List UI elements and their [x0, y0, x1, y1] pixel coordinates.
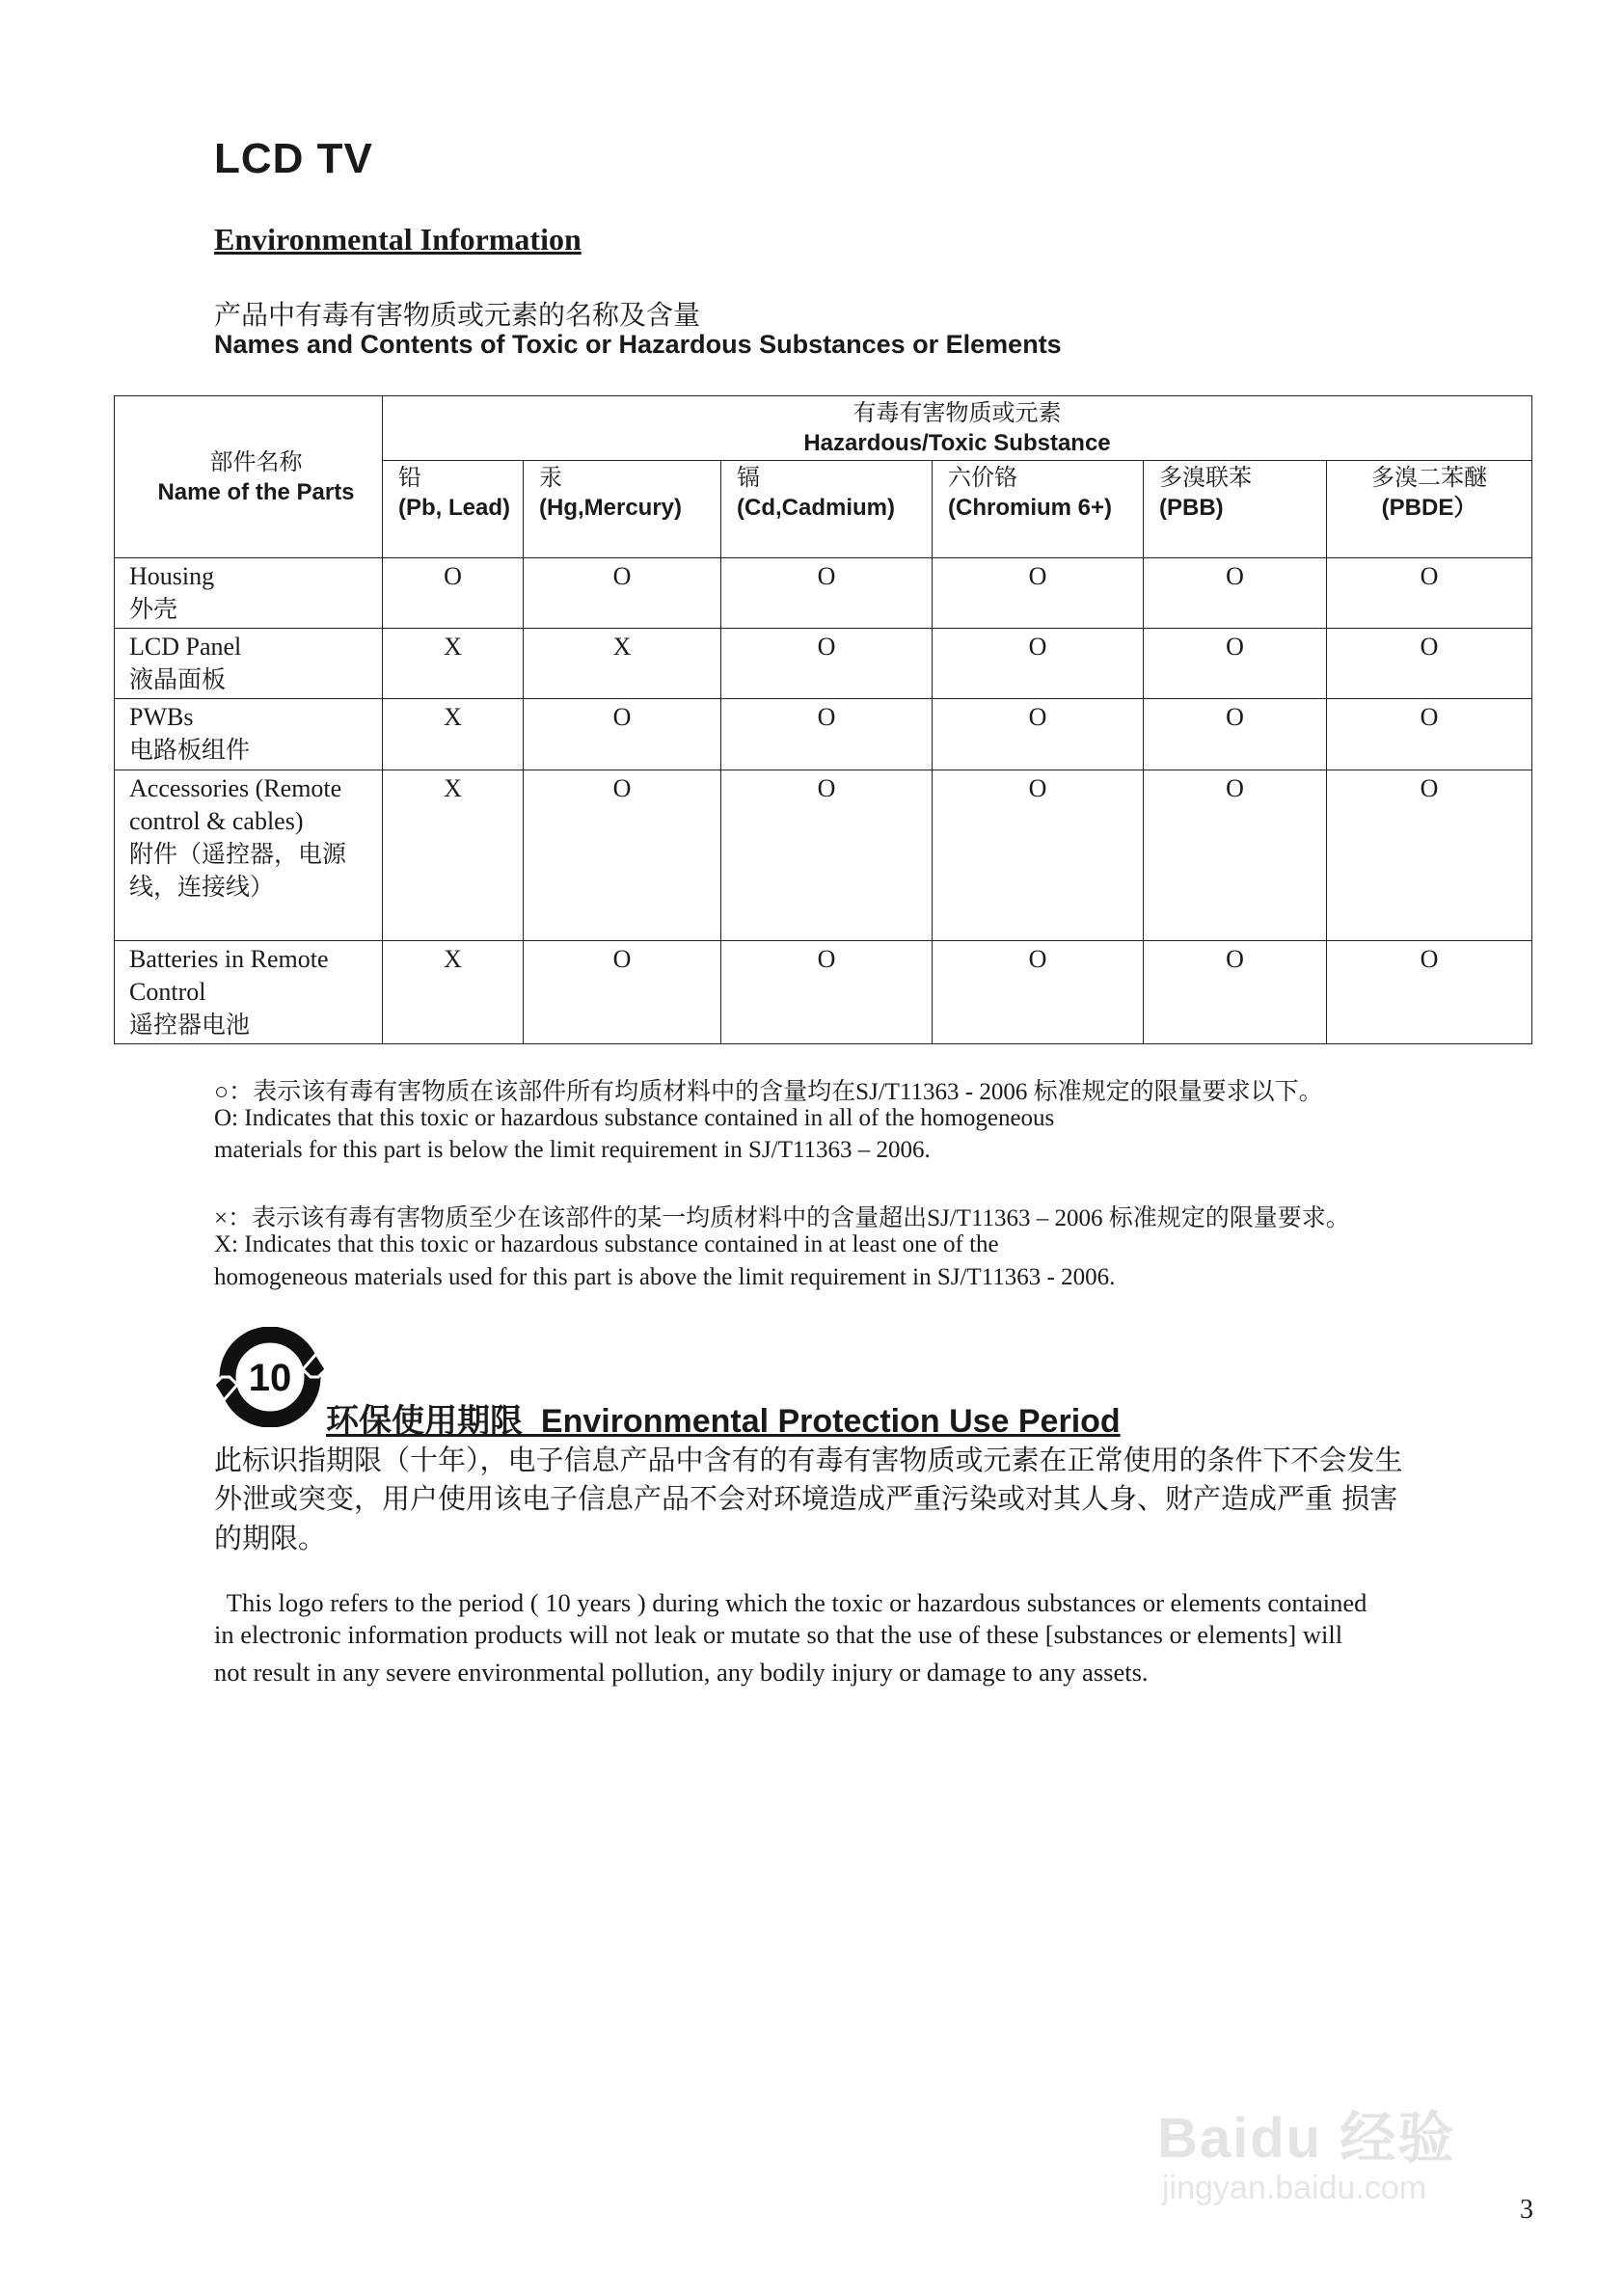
epup-en-line: in electronic information products will not leak or mutate so that the use of these [substances or elements] will: [214, 1620, 1343, 1649]
part-name-zh: 电路板组件: [129, 736, 251, 764]
substance-value-cell: X: [383, 699, 524, 770]
parts-header-zh: 部件名称: [209, 448, 303, 475]
substance-value-cell: O: [383, 558, 524, 629]
column-zh: 多溴联苯: [1159, 465, 1252, 491]
group-header-zh: 有毒有害物质或元素: [853, 400, 1062, 426]
part-name-en: Housing: [129, 562, 215, 590]
part-name-cell: [115, 941, 383, 1044]
epup-heading: 环保使用期限 Environmental Protection Use Period: [326, 1403, 1121, 1440]
column-zh: 铅: [398, 465, 421, 491]
baidu-watermark-url: jingyan.baidu.com: [1162, 2170, 1427, 2206]
substance-value-cell: O: [524, 770, 721, 941]
substance-value-cell: O: [721, 770, 933, 941]
table-row: [115, 770, 1532, 941]
epup-zh-line: 此标识指期限（十年），电子信息产品中含有的有毒有害物质或元素在正常使用的条件下不会发生: [214, 1444, 1403, 1476]
table-row: [115, 558, 1532, 629]
parts-header: [115, 396, 383, 558]
part-name-zh: 遥控器电池: [129, 1011, 251, 1039]
subtitle-zh: 产品中有毒有害物质或元素的名称及含量: [214, 301, 701, 331]
substance-value-cell: O: [721, 558, 933, 629]
baidu-watermark: Baidu 经验: [1157, 2107, 1456, 2170]
substance-column-header: [933, 461, 1144, 558]
document-title: LCD TV: [214, 135, 373, 182]
column-en: (Chromium 6+): [948, 495, 1113, 521]
epup-en-line: This logo refers to the period ( 10 years ) during which the toxic or hazardous substances or elements contained: [214, 1588, 1367, 1617]
substance-value-cell: X: [383, 941, 524, 1044]
column-en: (PBDE）: [1381, 495, 1477, 521]
substance-value-cell: O: [933, 629, 1144, 699]
substance-value-cell: O: [1144, 558, 1327, 629]
substance-column-header: [1327, 461, 1532, 558]
logo-number: 10: [248, 1357, 292, 1399]
note-o-en-2: materials for this part is below the limit requirement in SJ/T11363 – 2006.: [214, 1137, 931, 1163]
substance-value-cell: O: [721, 629, 933, 699]
hazardous-substance-table: [114, 395, 1532, 1044]
substance-value-cell: O: [1327, 941, 1532, 1044]
table-row: [115, 699, 1532, 770]
substance-value-cell: O: [1327, 629, 1532, 699]
part-name-cell: [115, 558, 383, 629]
substance-value-cell: O: [1327, 770, 1532, 941]
substance-value-cell: X: [524, 629, 721, 699]
page-number: 3: [1520, 2195, 1533, 2225]
substance-value-cell: O: [1327, 558, 1532, 629]
part-name-zh: 液晶面板: [129, 665, 227, 693]
substance-value-cell: X: [383, 629, 524, 699]
column-en: (Cd,Cadmium): [737, 495, 895, 521]
substance-value-cell: O: [721, 941, 933, 1044]
part-name-cell: [115, 699, 383, 770]
substance-group-header: [383, 396, 1532, 461]
table-row: [115, 629, 1532, 699]
part-name-en: LCD Panel: [129, 633, 242, 661]
substance-column-header: [383, 461, 524, 558]
column-zh: 汞: [539, 465, 562, 491]
epup-zh-line: 外泄或突变，用户使用该电子信息产品不会对环境造成严重污染或对其人身、财产造成严重 损害: [214, 1482, 1398, 1515]
substance-value-cell: O: [933, 770, 1144, 941]
note-x-en-1: X: Indicates that this toxic or hazardous substance contained in at least one of the: [214, 1231, 999, 1257]
part-name-zh: 外壳: [129, 595, 178, 623]
substance-value-cell: O: [524, 558, 721, 629]
part-name-cell: [115, 770, 383, 941]
epup-10-year-logo-icon: [216, 1327, 324, 1427]
substance-value-cell: O: [933, 941, 1144, 1044]
substance-column-header: [721, 461, 933, 558]
substance-value-cell: O: [1327, 699, 1532, 770]
table-row: [115, 941, 1532, 1044]
column-zh: 多溴二苯醚: [1371, 465, 1487, 491]
column-zh: 镉: [737, 465, 760, 491]
substance-value-cell: O: [721, 699, 933, 770]
substance-column-header: [524, 461, 721, 558]
part-name-en: Accessories (Remote control & cables): [129, 774, 342, 835]
substance-value-cell: X: [383, 770, 524, 941]
part-name-zh: 附件（遥控器，电源线，连接线）: [129, 840, 347, 901]
note-x-zh: ×：表示该有毒有害物质至少在该部件的某一均质材料中的含量超出SJ/T11363 – 2006 标准规定的限量要求。: [214, 1205, 1350, 1231]
part-name-cell: [115, 629, 383, 699]
note-o-zh: ○：表示该有毒有害物质在该部件所有均质材料中的含量均在SJ/T11363 - 2006 标准规定的限量要求以下。: [214, 1079, 1323, 1105]
substance-column-header: [1144, 461, 1327, 558]
note-o-en-1: O: Indicates that this toxic or hazardous substance contained in all of the homogeneous: [214, 1105, 1055, 1131]
column-en: (Pb, Lead): [398, 495, 511, 521]
substance-value-cell: O: [933, 699, 1144, 770]
substance-value-cell: O: [1144, 699, 1327, 770]
substance-value-cell: O: [1144, 941, 1327, 1044]
substance-value-cell: O: [524, 941, 721, 1044]
subtitle-en: Names and Contents of Toxic or Hazardous Substances or Elements: [214, 330, 1062, 359]
substance-value-cell: O: [1144, 770, 1327, 941]
part-name-en: Batteries in Remote Control: [129, 945, 329, 1006]
parts-header-en: Name of the Parts: [157, 478, 355, 505]
epup-zh-line: 的期限。: [214, 1522, 327, 1554]
section-heading: Environmental Information: [214, 222, 582, 257]
group-header-en: Hazardous/Toxic Substance: [803, 430, 1111, 456]
column-en: (Hg,Mercury): [539, 495, 683, 521]
substance-value-cell: O: [1144, 629, 1327, 699]
substance-value-cell: O: [524, 699, 721, 770]
part-name-en: PWBs: [129, 703, 194, 731]
column-en: (PBB): [1159, 495, 1224, 521]
substance-value-cell: O: [933, 558, 1144, 629]
note-x-en-2: homogeneous materials used for this part is above the limit requirement in SJ/T11363 - 2006.: [214, 1264, 1116, 1290]
epup-en-line: not result in any severe environmental pollution, any bodily injury or damage to any assets.: [214, 1658, 1149, 1687]
column-zh: 六价铬: [948, 465, 1017, 491]
